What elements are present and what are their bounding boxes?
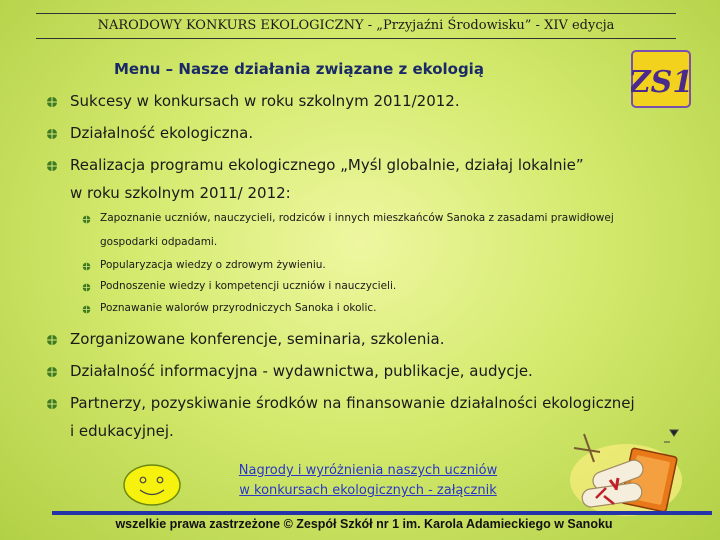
leaf-bullet-icon xyxy=(82,262,91,271)
subitem-label: Poznawanie walorów przyrodniczych Sanoka i okolic. xyxy=(100,302,377,314)
menu-item-label: Sukcesy w konkursach w roku szkolnym 2011/2012. xyxy=(70,92,460,110)
leaf-bullet-icon xyxy=(46,366,58,378)
awards-link-line1: Nagrody i wyróżnienia naszych uczniów xyxy=(238,463,498,478)
menu-item-label: Zorganizowane konferencje, seminaria, szkolenia. xyxy=(70,330,445,348)
leaf-bullet-icon xyxy=(82,215,91,224)
diploma-books-clipart xyxy=(560,422,688,522)
header-bottom-rule xyxy=(36,38,676,39)
leaf-bullet-icon xyxy=(46,128,58,140)
leaf-bullet-icon xyxy=(46,398,58,410)
school-logo xyxy=(631,50,691,108)
subitem-label: Popularyzacja wiedzy o zdrowym żywieniu. xyxy=(100,259,326,271)
menu-item-label: Partnerzy, pozyskiwanie środków na finansowanie działalności ekologicznej xyxy=(70,394,635,412)
subitem-label: Zapoznanie uczniów, nauczycieli, rodziców i innych mieszkańców Sanoka z zasadami prawidłowej xyxy=(100,212,614,224)
logo-text: ZS1 xyxy=(631,65,691,100)
menu-item-partners-continuation: i edukacyjnej. xyxy=(70,422,174,440)
subitem-label: Podnoszenie wiedzy i kompetencji uczniów i nauczycieli. xyxy=(100,280,397,292)
footer-copyright: wszelkie prawa zastrzeżone © Zespół Szkół nr 1 im. Karola Adamieckiego w Sanoku xyxy=(115,517,613,531)
awards-attachment-link[interactable] xyxy=(196,461,540,501)
footer-bar xyxy=(52,511,712,515)
leaf-bullet-icon xyxy=(82,305,91,314)
menu-item-program-continuation: w roku szkolnym 2011/ 2012: xyxy=(70,184,291,202)
subitem-waste-continuation: gospodarki odpadami. xyxy=(100,236,218,248)
menu-item-label: Realizacja programu ekologicznego „Myśl globalnie, działaj lokalnie” xyxy=(70,156,584,174)
leaf-bullet-icon xyxy=(46,334,58,346)
header-title: NARODOWY KONKURS EKOLOGICZNY - „Przyjaźni Środowisku” - XIV edycja xyxy=(97,18,615,33)
menu-item-label: Działalność ekologiczna. xyxy=(70,124,254,142)
menu-title: Menu – Nasze działania związane z ekologią xyxy=(114,60,484,78)
leaf-bullet-icon xyxy=(46,160,58,172)
header-top-rule xyxy=(36,13,676,14)
leaf-bullet-icon xyxy=(46,96,58,108)
smiley-face-icon xyxy=(122,463,182,507)
awards-link-line2: w konkursach ekologicznych - załącznik xyxy=(239,483,497,498)
menu-item-label: Działalność informacyjna - wydawnictwa, publikacje, audycje. xyxy=(70,362,533,380)
leaf-bullet-icon xyxy=(82,283,91,292)
